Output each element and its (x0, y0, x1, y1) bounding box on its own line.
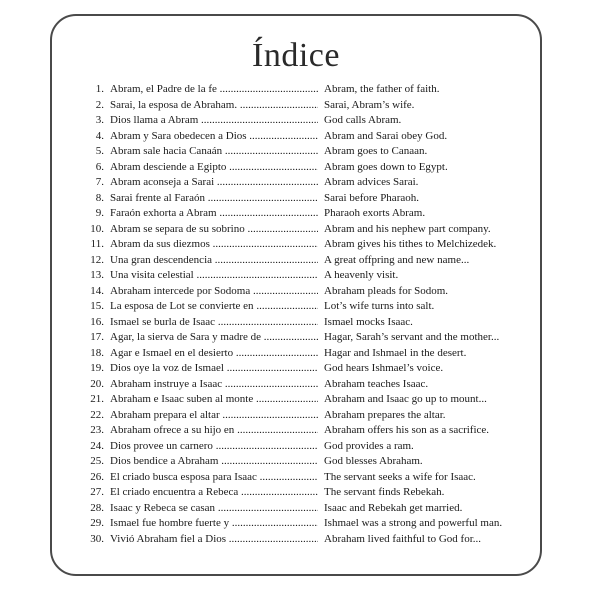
entry-title-english: Sarai before Pharaoh. (324, 191, 419, 204)
entry-number: 10. (90, 222, 104, 235)
entry-title-spanish: Ismael se burla de Isaac ..... (110, 315, 318, 331)
entry-title-spanish: Una visita celestial ..... (110, 268, 318, 284)
entry-number: 26. (90, 470, 104, 483)
entry-number: 11. (90, 238, 104, 250)
entry-title-english: Abram and his nephew part company. (324, 222, 491, 235)
toc-entry (80, 532, 520, 548)
entry-title-english: Abram, the father of faith. (324, 83, 440, 95)
entry-number: 21. (90, 393, 104, 405)
entry-title-spanish: Isaac y Rebeca se casan ..... (110, 501, 318, 517)
entry-number: 27. (90, 486, 104, 498)
toc-entry (80, 408, 520, 424)
toc-entry (80, 237, 520, 253)
entry-title-english: Abraham lived faithful to God for... (324, 532, 482, 545)
entry-number: 30. (90, 532, 104, 545)
entry-title-english: God blesses Abraham. (324, 455, 423, 467)
entry-number: 2. (95, 98, 104, 111)
entry-number: 18. (90, 346, 104, 359)
entry-number: 15. (90, 300, 104, 312)
toc-entry (80, 191, 520, 207)
entry-title-spanish: El criado encuentra a Rebeca ..... (110, 485, 318, 501)
entry-number: 23. (90, 424, 104, 436)
toc-entry (80, 330, 520, 346)
entry-number: 12. (90, 253, 104, 266)
entry-number: 29. (90, 517, 104, 529)
entry-title-spanish: Abraham intercede por Sodoma ..... (110, 284, 318, 300)
toc-entry (80, 284, 520, 300)
toc-entry (80, 423, 520, 439)
entry-number: 3. (95, 114, 104, 126)
entry-number: 8. (95, 191, 104, 204)
entry-title-english: Pharaoh exorts Abram. (324, 207, 426, 219)
entry-title-english: God provides a ram. (324, 439, 414, 452)
entry-title-spanish: Una gran descendencia ..... (110, 253, 318, 269)
entry-title-english: God calls Abram. (324, 114, 402, 126)
toc-entry (80, 222, 520, 238)
entry-title-english: Abram advices Sarai. (324, 176, 419, 188)
entry-number: 9. (95, 207, 104, 219)
toc-entry (80, 206, 520, 222)
entry-title-english: God hears Ishmael’s voice. (324, 362, 444, 374)
entry-title-english: A great offpring and new name... (324, 253, 470, 266)
entry-title-english: Hagar, Sarah’s servant and the mother... (324, 331, 500, 343)
entry-number: 14. (90, 284, 104, 297)
toc-entry (80, 315, 520, 331)
entry-title-spanish: Abraham e Isaac suben al monte ..... (110, 392, 318, 408)
entry-title-spanish: Faraón exhorta a Abram ..... (110, 206, 318, 222)
toc-entry (80, 516, 520, 532)
toc-entry (80, 346, 520, 362)
entry-title-english: Isaac and Rebekah get married. (324, 501, 463, 514)
entry-title-spanish: Agar e Ismael en el desierto ..... (110, 346, 318, 362)
entry-title-english: The servant finds Rebekah. (324, 486, 445, 498)
entry-title-english: Abram goes down to Egypt. (324, 160, 448, 173)
entry-number: 4. (95, 129, 104, 142)
toc-entry (80, 253, 520, 269)
toc-entry (80, 454, 520, 470)
entry-title-english: Abram and Sarai obey God. (324, 129, 448, 142)
entry-number: 19. (90, 362, 104, 374)
entry-title-spanish: Abram sale hacia Canaán ..... (110, 144, 318, 160)
entry-title-spanish: Dios llama a Abram ..... (110, 113, 318, 129)
toc-entry (80, 144, 520, 160)
entry-title-english: Abraham offers his son as a sacrifice. (324, 424, 490, 436)
entry-number: 6. (95, 160, 104, 173)
entry-title-spanish: Dios provee un carnero ..... (110, 439, 318, 455)
entry-title-spanish: Dios oye la voz de Ismael ..... (110, 361, 318, 377)
entry-number: 7. (95, 176, 104, 188)
entry-title-spanish: La esposa de Lot se convierte en ..... (110, 299, 318, 315)
entry-title-spanish: Abraham ofrece a su hijo en ..... (110, 423, 318, 439)
entry-number: 24. (90, 439, 104, 452)
entry-title-english: Hagar and Ishmael in the desert. (324, 346, 467, 359)
entry-number: 22. (90, 408, 104, 421)
entry-title-english: Lot’s wife turns into salt. (324, 300, 435, 312)
entry-title-spanish: Sarai, la esposa de Abraham. ..... (110, 98, 318, 114)
entry-title-spanish: Abram aconseja a Sarai ..... (110, 175, 318, 191)
entry-title-spanish: Abram se separa de su sobrino ..... (110, 222, 318, 238)
entry-title-english: Abraham and Isaac go up to mount... (324, 393, 487, 405)
entry-title-english: Ismael mocks Isaac. (324, 315, 413, 328)
toc-entry (80, 377, 520, 393)
entry-title-english: Ishmael was a strong and powerful man. (324, 517, 503, 529)
toc-entry (80, 129, 520, 145)
entry-number: 5. (95, 145, 104, 157)
toc-entry (80, 299, 520, 315)
entry-title-english: Abram gives his tithes to Melchizedek. (324, 238, 497, 250)
entry-title-english: The servant seeks a wife for Isaac. (324, 470, 476, 483)
entry-title-spanish: Dios bendice a Abraham ..... (110, 454, 318, 470)
entry-number: 1. (95, 83, 104, 95)
toc-entry (80, 470, 520, 486)
entry-title-english: Abram goes to Canaan. (324, 145, 428, 157)
entry-title-english: Abraham pleads for Sodom. (324, 284, 449, 297)
entry-title-spanish: Abram desciende a Egipto ..... (110, 160, 318, 176)
entry-title-spanish: Ismael fue hombre fuerte y ..... (110, 516, 318, 532)
entry-title-english: Abraham prepares the altar. (324, 408, 446, 421)
entry-title-spanish: Vivió Abraham fiel a Dios ..... (110, 532, 318, 548)
table-of-contents (80, 82, 520, 547)
entry-number: 17. (90, 331, 104, 343)
entry-title-spanish: Sarai frente al Faraón ..... (110, 191, 318, 207)
page-title: Índice (252, 37, 340, 74)
toc-entry (80, 82, 520, 98)
entry-title-spanish: El criado busca esposa para Isaac ..... (110, 470, 318, 486)
toc-entry (80, 501, 520, 517)
toc-entry (80, 175, 520, 191)
toc-entry (80, 113, 520, 129)
toc-entry (80, 439, 520, 455)
entry-title-spanish: Abraham instruye a Isaac ..... (110, 377, 318, 393)
entry-title-spanish: Abraham prepara el altar ..... (110, 408, 318, 424)
entry-number: 13. (90, 269, 104, 281)
entry-title-english: A heavenly visit. (324, 269, 399, 281)
toc-entry (80, 268, 520, 284)
page-frame (50, 14, 542, 576)
toc-entry (80, 98, 520, 114)
entry-title-english: Sarai, Abram’s wife. (324, 98, 415, 111)
entry-title-spanish: Abram da sus diezmos ..... (110, 237, 318, 253)
entry-number: 25. (90, 455, 104, 467)
entry-title-spanish: Abram, el Padre de la fe ..... (110, 82, 318, 98)
entry-number: 20. (90, 377, 104, 390)
entry-title-spanish: Abram y Sara obedecen a Dios ..... (110, 129, 318, 145)
toc-entry (80, 160, 520, 176)
entry-title-english: Abraham teaches Isaac. (324, 377, 429, 390)
toc-entry (80, 485, 520, 501)
entry-number: 28. (90, 501, 104, 514)
toc-entry (80, 361, 520, 377)
entry-number: 16. (90, 315, 104, 328)
toc-entry (80, 392, 520, 408)
entry-title-spanish: Agar, la sierva de Sara y madre de ..... (110, 330, 318, 346)
